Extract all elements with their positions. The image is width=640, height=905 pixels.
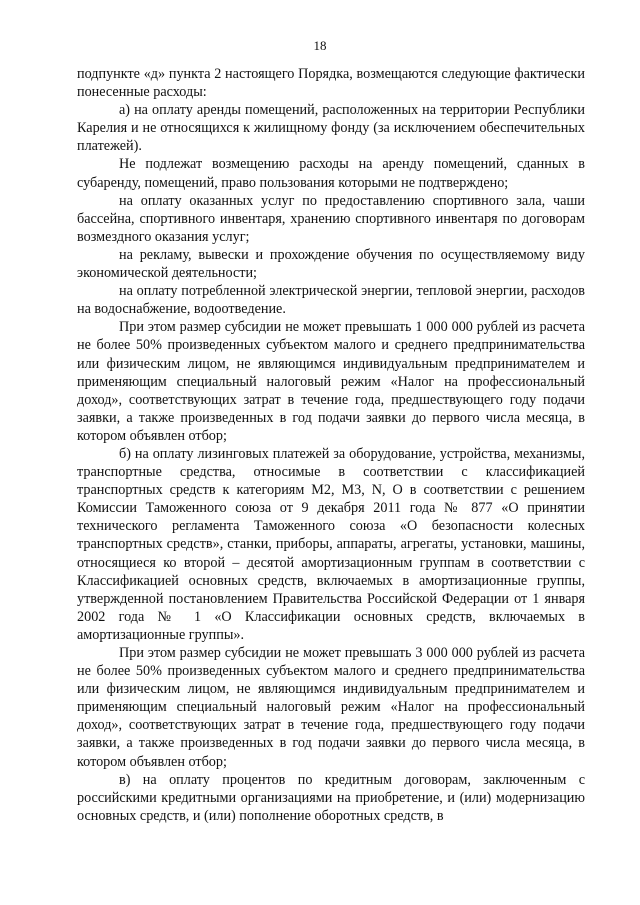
paragraph: а) на оплату аренды помещений, расположенных на территории Республики Карелия и не относящихся к жилищному фонду (за исключением обеспечительных платежей).: [77, 102, 585, 155]
paragraph: на оплату оказанных услуг по предоставлению спортивного зала, чаши бассейна, спортивного инвентаря, хранению спортивного инвентаря по договорам возмездного оказания услуг;: [77, 192, 585, 245]
paragraph: Не подлежат возмещению расходы на аренду помещений, сданных в субаренду, помещений, право пользования которыми не подтверждено;: [77, 156, 585, 191]
paragraph: на рекламу, вывески и прохождение обучения по осуществляемому виду экономической деятельности;: [77, 246, 585, 282]
paragraph: в) на оплату процентов по кредитным договорам, заключенным с российскими кредитными организациями на приобретение, и (или) модернизацию основных средств, и (или) пополнение оборотных средств, в: [77, 771, 585, 824]
paragraph: на оплату потребленной электрической энергии, тепловой энергии, расходов на водоснабжение, водоотведение.: [77, 283, 585, 318]
page-number: 18: [313, 38, 327, 53]
paragraph: подпункте «д» пункта 2 настоящего Порядка, возмещаются следующие фактически понесенные расходы:: [77, 66, 585, 101]
paragraph: При этом размер субсидии не может превышать 1 000 000 рублей из расчета не более 50% произведенных субъектом малого и среднего предпринимательства или физическим лицом, не являющимся индивидуальным предпринимателем и применяющим специальный налоговый режим «Налог на профессиональный доход», соответствующих затрат в течение года, предшествующего году подачи заявки, а также произведенных в год подачи заявки до первого числа месяца, в котором объявлен отбор;: [77, 319, 585, 444]
document-body: [77, 65, 585, 825]
paragraph: б) на оплату лизинговых платежей за оборудование, устройства, механизмы, транспортные средства, относимые в соответствии с классификацией транспортных средств к категориям М2, М3, N, О в соответствии с решением Комиссии Таможенного союза от 9 декабря 2011 года № 877 «О принятии технического регламента Таможенного союза «О безопасности колесных транспортных средств», станки, приборы, аппараты, агрегаты, установки, машины, относящиеся ко второй – десятой амортизационным группам в соответствии с Классификацией основных средств, включаемых в амортизационные группы, утвержденной постановлением Правительства Российской Федерации от 1 января 2002 года № 1 «О Классификации основных средств, включаемых в амортизационные группы».: [77, 445, 585, 643]
paragraph: При этом размер субсидии не может превышать 3 000 000 рублей из расчета не более 50% произведенных субъектом малого и среднего предпринимательства или физическим лицом, не являющимся индивидуальным предпринимателем и применяющим специальный налоговый режим «Налог на профессиональный доход», соответствующих затрат в течение года, предшествующего году подачи заявки, а также произведенных в год подачи заявки до первого числа месяца, в котором объявлен отбор;: [77, 645, 585, 770]
